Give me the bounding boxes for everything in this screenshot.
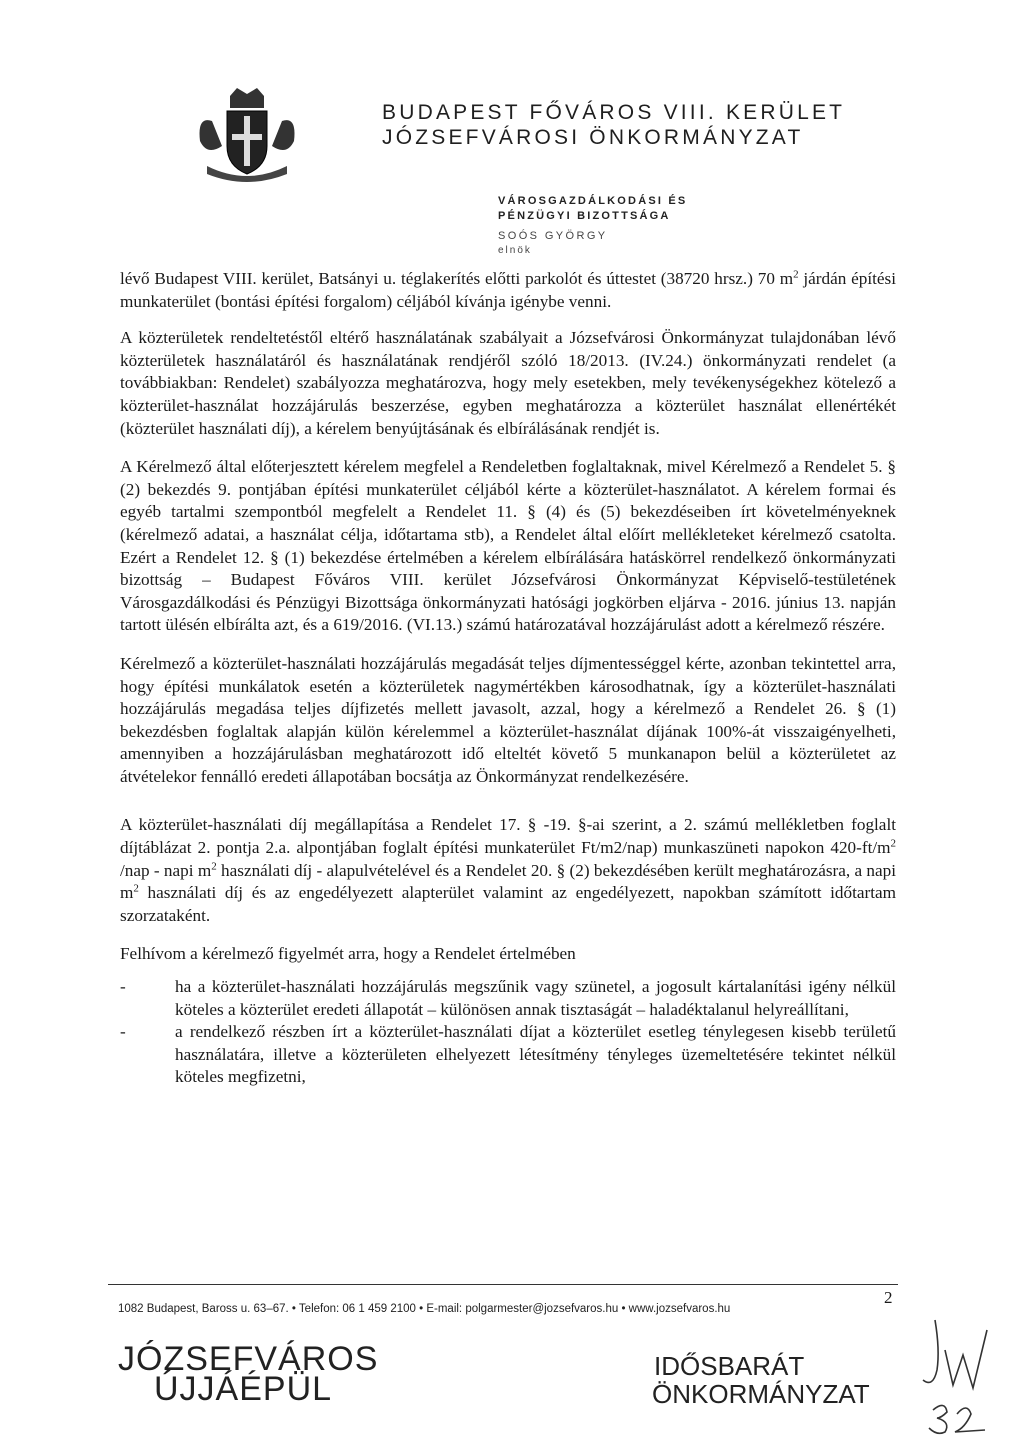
coat-of-arms-icon [192,86,302,186]
paragraph-3: A Kérelmező által előterjesztett kérelem megfelel a Rendeletben foglaltaknak, mivel Kérelmező a Rendelet 5. § (2) bekezdés 9. pontjában építési munkaterület céljából kérte a közterület-használatot. A kérelem formai és egyéb tartalmi szempontból megfelelt a Rendelet 11. § (4) és (5) bekezdéseiben írt követelményeknek (kérelmező adatai, a használat célja, időtartama stb), a Rendelet által előírt mellékleteket kérelmező csatolta. Ezért a Rendelet 12. § (1) bekezdése értelmében a kérelem elbírálására hatáskörrel rendelkező önkormányzati bizottság – Budapest Főváros VIII. kerület Józsefvárosi Önkormányzat Képviselő-testületének Városgazdálkodási és Pénzügyi Bizottsága önkormányzati hatósági jogkörben eljárva - 2016. június 13. napján tartott ülésén elbírálta azt, és a 619/2016. (VI.13.) számú határozatával hozzájárulást adott a kérelmező részére. [120,457,896,635]
jozsefvaros-ujjaepul-logo: JÓZSEFVÁROS ÚJJÁÉPÜL [118,1340,379,1408]
chair-title: elnök [498,245,532,256]
footer-contact-info: 1082 Budapest, Baross u. 63–67. • Telefon: 06 1 459 2100 • E-mail: polgarmester@jozsefvaros.hu • www.jozsefvaros.hu [118,1303,731,1315]
paragraph-2: A közterületek rendeltetéstől eltérő használatának szabályait a Józsefvárosi Önkormányzat tulajdonában lévő közterületek használatáról és használatának rendjéről szóló 18/2013. (IV.24.) önkormányzati rendelet (a továbbiakban: Rendelet) szabályozza meghatározva, hogy mely esetekben, mely tevékenységekhez kötelező a közterület-használat hozzájárulás beszerzése, egyben meghatározza a közterület használat ellenértékét (közterület használati díj), a kérelem benyújtásának és elbírálásának rendjét is. [120,328,896,438]
institution-name-line2: JÓZSEFVÁROSI ÖNKORMÁNYZAT [382,126,804,149]
paragraph-4: Kérelmező a közterület-használati hozzájárulás megadását teljes díjmentességgel kérte, azonban tekintettel arra, hogy építési munkálatok esetén a közterületek nagymértékben károsodhatnak, így a közterület-használati hozzájárulás megadása teljes díjfizetés mellett javasolt, azzal, hogy a kérelmező a Rendelet 26. § (1) bekezdésben foglaltak alapján külön kérelemmel a közterület-használat díjának 100%-át visszaigényelheti, amennyiben a hozzájárulásban meghatározott idő elteltét követő 5 munkanapon belül a közterületet az átvételekor fennálló eredeti állapotában bocsátja az Önkormányzat rendelkezésére. [120,653,896,786]
paragraph-1: lévő Budapest VIII. kerület, Batsányi u. téglakerítés előtti parkolót és úttestet (38720 hrsz.) 70 $m^2$ járdán építési munkaterület (bontási építési forgalom) céljából kívánja igénybe venni. [120,268,897,311]
chair-name: SOÓS GYÖRGY [498,230,608,242]
committee-name [498,194,687,224]
idosbarat-onkormanyzat-logo: IDŐSBARÁT ÖNKORMÁNYZAT [652,1351,870,1409]
institution-name-line1: BUDAPEST FŐVÁROS VIII. KERÜLET [382,101,846,124]
paragraph-6: Felhívom a kérelmező figyelmét arra, hogy a Rendelet értelmében [120,944,576,964]
list-item: - ha a közterület-használati hozzájárulás megszűnik vagy szünetel, a jogosult kártalanítási igény nélkül köteles a közterület eredeti állapotát – különösen annak tisztaságát – haladéktalanul helyreállítani, [120,977,896,1019]
obligations-list [120,976,896,1089]
list-item: - a rendelkező részben írt a közterület-használati díjat a közterület esetleg ténylegesen kisebb területű használatára, illetve a közterületen elhelyezett létesítmény tényleges üzemeltetésére tekintet nélkül köteles megfizetni, [120,1022,896,1087]
handwritten-signature-icon [915,1310,1015,1440]
document-body [120,268,896,1089]
committee-line1: VÁROSGAZDÁLKODÁSI ÉS [498,195,688,207]
paragraph-5: A közterület-használati díj megállapítása a Rendelet 17. § -19. §-ai szerint, a 2. számú mellékletben foglalt díjtáblázat 2. pontja 2.a. alpontjában foglalt építési munkaterület Ft/m2/nap) munkaszüneti napokon $420-ft/m^2$ /nap - napi $m^2$ használati díj - alapulvételével és a Rendelet 20. § (2) bekezdésében került meghatározásra, a napi $m^2$ használati díj és az engedélyezett alapterület valamint az engedélyezett, napokban számított időtartam szorzataként. [120,815,896,925]
committee-line2: PÉNZÜGYI BIZOTTSÁGA [498,210,671,222]
footer-divider [108,1284,898,1285]
page-number: 2 [884,1288,893,1307]
